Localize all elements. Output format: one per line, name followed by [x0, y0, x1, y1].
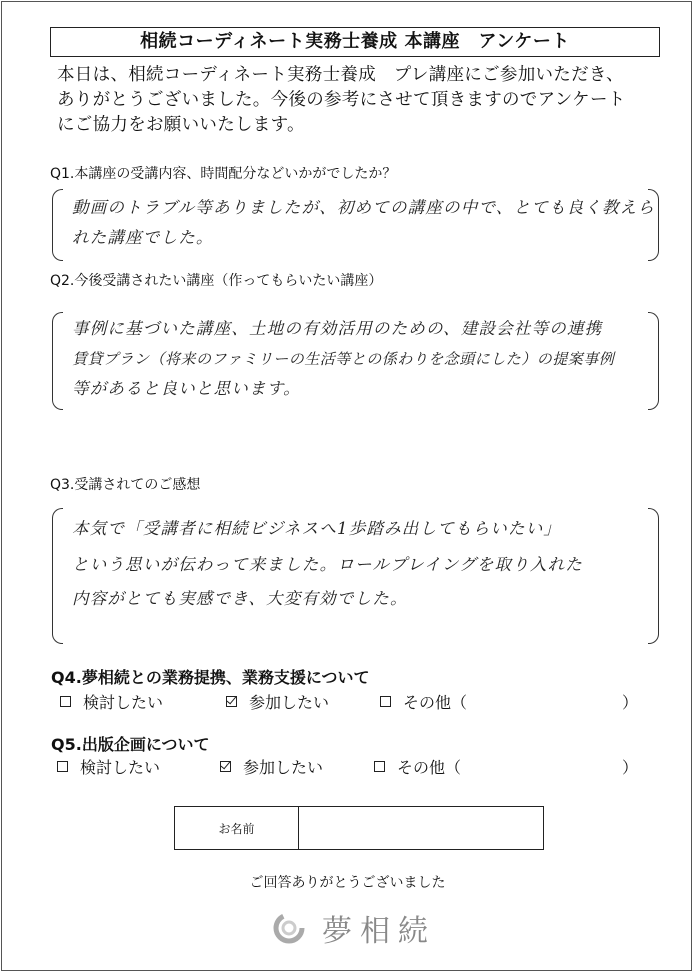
logo-swirl-icon	[272, 911, 306, 945]
option-label: その他（	[397, 758, 462, 777]
logo-text: 夢相続	[322, 914, 436, 949]
q1-label: Q1.本講座の受講内容、時間配分などいかがでしたか？	[50, 166, 397, 182]
thanks-message: ご回答ありがとうございました	[249, 875, 446, 891]
checkbox-icon[interactable]	[60, 696, 71, 707]
company-logo	[272, 906, 436, 950]
q4-option-participate[interactable]	[226, 690, 329, 713]
intro-line: ありがとうございました。今後の参考にさせて頂きますのでアンケート	[57, 90, 626, 110]
option-label: 検討したい	[80, 758, 161, 777]
option-label: 検討したい	[83, 693, 164, 712]
checkbox-icon[interactable]	[374, 761, 385, 772]
option-label: 参加したい	[243, 758, 324, 777]
option-label: その他（	[403, 693, 468, 712]
option-label: 参加したい	[249, 693, 330, 712]
q5-option-other[interactable]	[374, 755, 461, 778]
q5-label: Q5.出版企画について	[51, 735, 210, 754]
name-field-table	[174, 806, 544, 850]
intro-line: にご協力をお願いいたします。	[57, 115, 305, 135]
q4-other-close-paren: ）	[622, 693, 639, 712]
q2-label: Q2.今後受講されたい講座（作ってもらいたい講座）	[50, 273, 383, 289]
checkbox-icon[interactable]	[57, 761, 68, 772]
q3-label: Q3.受講されてのご感想	[50, 477, 201, 493]
q2-answer-line: 賃貸プラン（将来のファミリーの生活等との係わりを念頭にした）の提案事例	[72, 350, 615, 368]
name-label: お名前	[175, 807, 299, 849]
q4-option-other[interactable]	[380, 690, 467, 713]
q5-option-participate[interactable]	[220, 755, 323, 778]
q2-answer-box	[52, 312, 659, 410]
q4-option-consider[interactable]	[60, 690, 163, 713]
survey-title: 相続コーディネート実務士養成 本講座 アンケート	[50, 27, 660, 57]
q5-option-consider[interactable]	[57, 755, 160, 778]
checkbox-icon[interactable]	[380, 696, 391, 707]
q3-answer-line: 本気で「受講者に相続ビジネスへ1歩踏み出してもらいたい」	[72, 519, 562, 538]
q3-answer-box	[52, 508, 659, 644]
intro-text	[57, 63, 677, 138]
q5-other-close-paren: ）	[622, 758, 639, 777]
q1-answer-box	[52, 189, 659, 261]
checked-checkbox-icon[interactable]	[226, 696, 237, 707]
q2-answer-line: 事例に基づいた講座、土地の有効活用のための、建設会社等の連携	[72, 319, 603, 338]
q4-label: Q4.夢相続との業務提携、業務支援について	[51, 668, 370, 687]
q3-answer-line: という思いが伝わって来ました。ロールプレイングを取り入れた	[72, 555, 583, 574]
q3-answer-line: 内容がとても実感でき、大変有効でした。	[72, 589, 408, 608]
q1-answer-line: 動画のトラブル等ありましたが、初めての講座の中で、とても良く教えら	[72, 198, 656, 217]
intro-line: 本日は、相続コーディネート実務士養成 プレ講座にご参加いただき、	[57, 65, 624, 85]
checked-checkbox-icon[interactable]	[220, 761, 231, 772]
name-input-area[interactable]	[299, 807, 543, 849]
q2-answer-line: 等があると良いと思います。	[72, 379, 301, 398]
q1-answer-line: れた講座でした。	[72, 228, 214, 247]
